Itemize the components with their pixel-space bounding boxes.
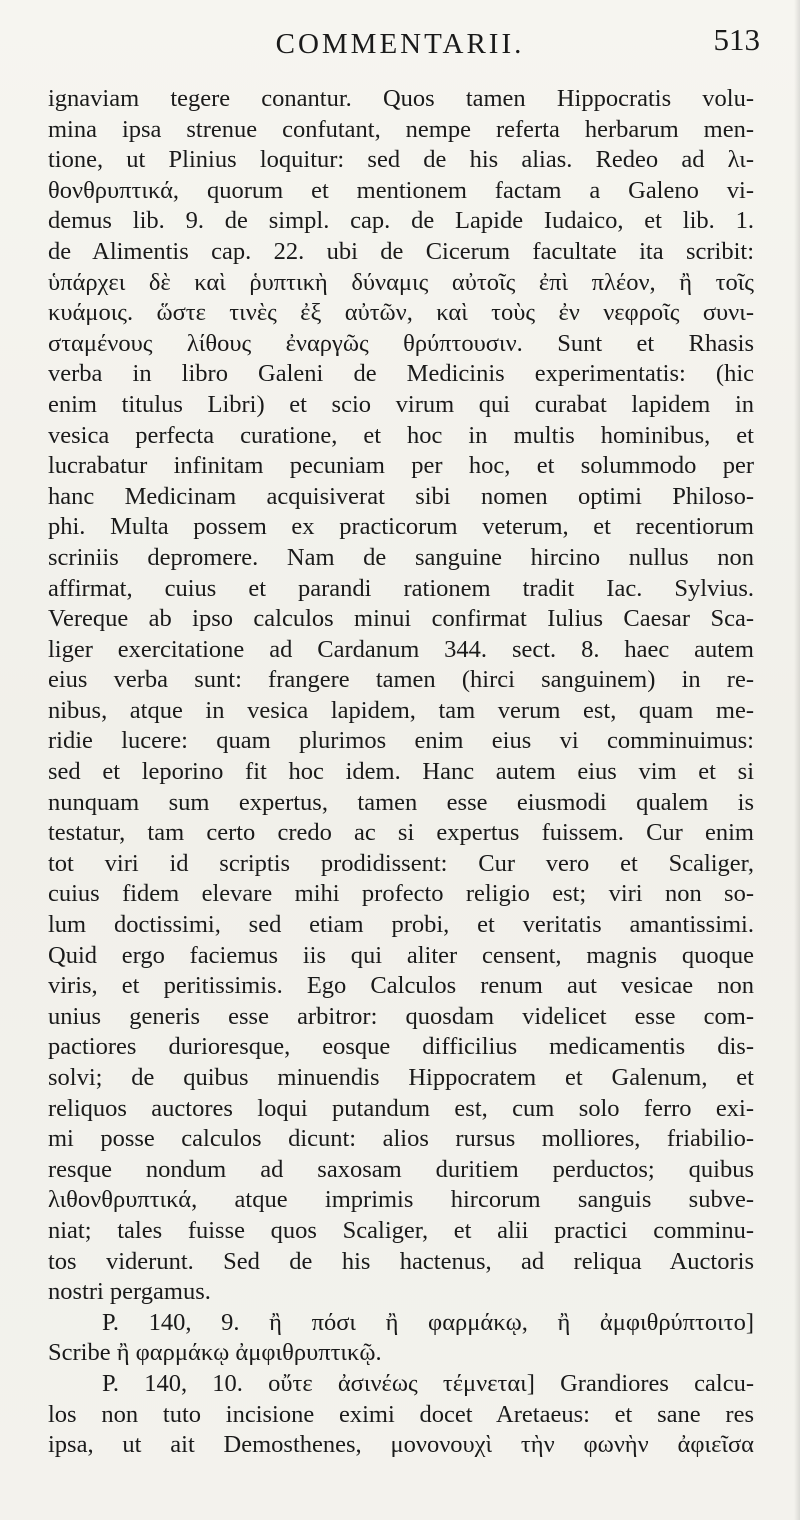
text-line: unius generis esse arbitror: quosdam videlicet esse com- [48,1002,754,1030]
text-line: reliquos auctores loqui putandum est, cum solo ferro exi- [48,1094,754,1122]
text-line: liger exercitatione ad Cardanum 344. sect. 8. haec autem [48,635,754,663]
page-number: 513 [713,22,760,57]
text-line: ὑπάρχει δὲ καὶ ῥυπτικὴ δύναμις αὐτοῖς ἐπὶ πλέον, ἢ τοῖς [48,268,754,296]
text-line: ignaviam tegere conantur. Quos tamen Hippocratis volu- [48,85,754,112]
text-line: σταμένους λίθους ἐναργῶς θρύπτουσιν. Sunt et Rhasis [48,329,754,357]
text-line: lum doctissimi, sed etiam probi, et veritatis amantissimi. [48,911,754,939]
text-line: θονθρυπτικά, quorum et mentionem factam a Galeno vi- [48,176,754,204]
text-line: niat; tales fuisse quos Scaliger, et alii practici comminu- [48,1216,754,1244]
text-line: nostri pergamus. [48,1278,211,1306]
running-head: COMMENTARII. [275,28,525,60]
text-line: tos viderunt. Sed de his hactenus, ad reliqua Auctoris [48,1247,754,1275]
text-line: sed et leporino fit hoc idem. Hanc autem eius vim et si [48,758,754,786]
page-edge-shadow [794,0,800,1520]
text-line: mina ipsa strenue confutant, nempe referta herbarum men- [48,115,754,143]
text-line: hanc Medicinam acquisiverat sibi nomen optimi Philoso- [48,482,754,510]
text-line: verba in libro Galeni de Medicinis experimentatis: (hic [48,360,754,388]
text-line: Scribe ἢ φαρμάκῳ ἀμφιθρυπτικῷ. [48,1339,382,1367]
text-line: κυάμοις. ὥστε τινὲς ἐξ αὐτῶν, καὶ τοὺς ἐν νεφροῖς συνι- [48,299,754,327]
text-line: solvi; de quibus minuendis Hippocratem et Galenum, et [48,1064,754,1091]
text-line: tione, ut Plinius loquitur: sed de his alias. Redeo ad λι- [48,146,754,174]
text-line: Vereque ab ipso calculos minui confirmat Iulius Caesar Sca- [48,605,754,633]
text-line: ridie lucere: quam plurimos enim eius vi comminuimus: [48,727,754,755]
text-line: pactiores durioresque, eosque difficilius medicamentis dis- [48,1033,754,1061]
text-line: cuius fidem elevare mihi profecto religio est; viri non so- [48,880,754,908]
text-line: nibus, atque in vesica lapidem, tam verum est, quam me- [48,696,754,724]
text-line: ipsa, ut ait Demosthenes, μονονουχὶ τὴν φωνὴν ἀφιεῖσα [48,1431,754,1459]
page-header [0,20,800,68]
text-line: lucrabatur infinitam pecuniam per hoc, et solummodo per [48,452,754,480]
text-line: demus lib. 9. de simpl. cap. de Lapide Iudaico, et lib. 1. [48,207,754,235]
text-line: Quid ergo faciemus iis qui aliter censent, magnis quoque [48,941,754,969]
text-line: eius verba sunt: frangere tamen (hirci sanguinem) in re- [48,666,754,694]
text-line: scriniis depromere. Nam de sanguine hircino nullus non [48,543,754,571]
text-line: phi. Multa possem ex practicorum veterum, et recentiorum [48,513,754,541]
text-line: de Alimentis cap. 22. ubi de Cicerum facultate ita scribit: [48,237,754,265]
commentary-text [48,84,754,1461]
text-line: nunquam sum expertus, tamen esse eiusmodi qualem is [48,788,754,816]
text-line: mi posse calculos dicunt: alios rursus molliores, friabilio- [48,1125,754,1153]
text-line: P. 140, 9. ἢ πόσι ἢ φαρμάκῳ, ἢ ἀμφιθρύπτοιτο] [102,1308,754,1336]
text-line: vesica perfecta curatione, et hoc in multis hominibus, et [48,421,754,449]
text-line: viris, et peritissimis. Ego Calculos renum aut vesicae non [48,972,754,1000]
text-line: enim titulus Libri) et scio virum qui curabat lapidem in [48,390,754,418]
text-line: P. 140, 10. οὔτε ἀσινέως τέμνεται] Grandiores calcu- [102,1369,754,1397]
text-line: affirmat, cuius et parandi rationem tradit Iac. Sylvius. [48,574,754,602]
text-line: λιθονθρυπτικά, atque imprimis hircorum sanguis subve- [48,1186,754,1214]
text-line: testatur, tam certo credo ac si expertus fuissem. Cur enim [48,819,754,847]
text-line: los non tuto incisione eximi docet Aretaeus: et sane res [48,1400,754,1428]
text-line: tot viri id scriptis prodidissent: Cur vero et Scaliger, [48,849,754,877]
text-line: resque nondum ad saxosam duritiem perductos; quibus [48,1155,754,1183]
